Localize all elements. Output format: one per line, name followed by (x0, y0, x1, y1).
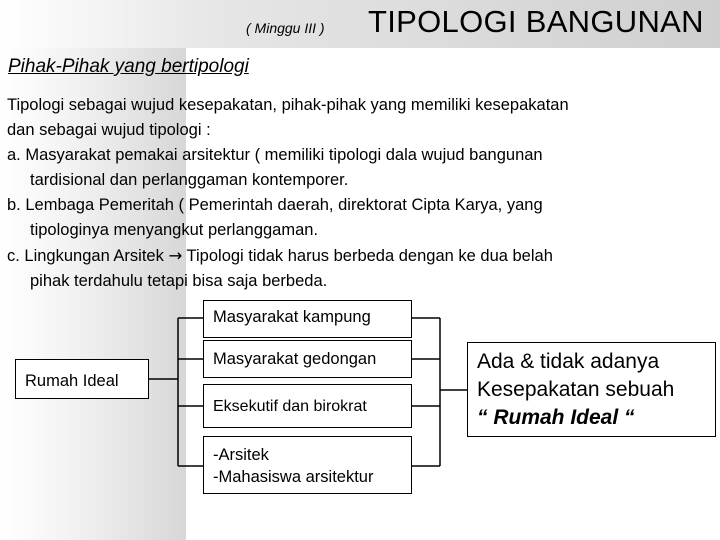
box-masyarakat-gedongan: Masyarakat gedongan (203, 340, 412, 378)
result-line-1: Ada & tidak adanya (477, 350, 660, 373)
intro-line-1: Tipologi sebagai wujud kesepakatan, pihak-pihak yang memiliki kesepakatan (7, 96, 569, 114)
right-arrow-icon: → (168, 246, 183, 265)
result-line-3: “ Rumah Ideal “ (477, 406, 635, 429)
section-heading: Pihak-Pihak yang bertipologi (8, 56, 249, 77)
result-line-2: Kesepakatan sebuah (477, 378, 675, 401)
box-result (467, 342, 716, 437)
item-a-line-2: tardisional dan perlanggaman kontemporer. (30, 171, 349, 189)
box-masyarakat-kampung: Masyarakat kampung (203, 300, 412, 338)
box-rumah-ideal: Rumah Ideal (15, 359, 149, 399)
box-arsitek (203, 436, 412, 494)
item-b-line-2: tipologinya menyangkut perlanggaman. (30, 221, 319, 239)
item-c-line-2: pihak terdahulu tetapi bisa saja berbeda. (30, 272, 328, 290)
box-eksekutif-birokrat: Eksekutif dan birokrat (203, 384, 412, 428)
item-c-prefix: c. Lingkungan Arsitek (7, 247, 169, 265)
item-b-line-1: b. Lembaga Pemeritah ( Pemerintah daerah, direktorat Cipta Karya, yang (7, 196, 543, 214)
arsitek-line-2: -Mahasiswa arsitektur (213, 468, 374, 486)
intro-line-2: dan sebagai wujud tipologi : (7, 121, 211, 139)
item-c-rest: Tipologi tidak harus berbeda dengan ke dua belah (182, 247, 553, 265)
slide-title: TIPOLOGI BANGUNAN (368, 4, 704, 39)
item-a-line-1: a. Masyarakat pemakai arsitektur ( memiliki tipologi dala wujud bangunan (7, 146, 543, 164)
arsitek-line-1: -Arsitek (213, 446, 269, 464)
week-label: ( Minggu III ) (246, 20, 325, 36)
